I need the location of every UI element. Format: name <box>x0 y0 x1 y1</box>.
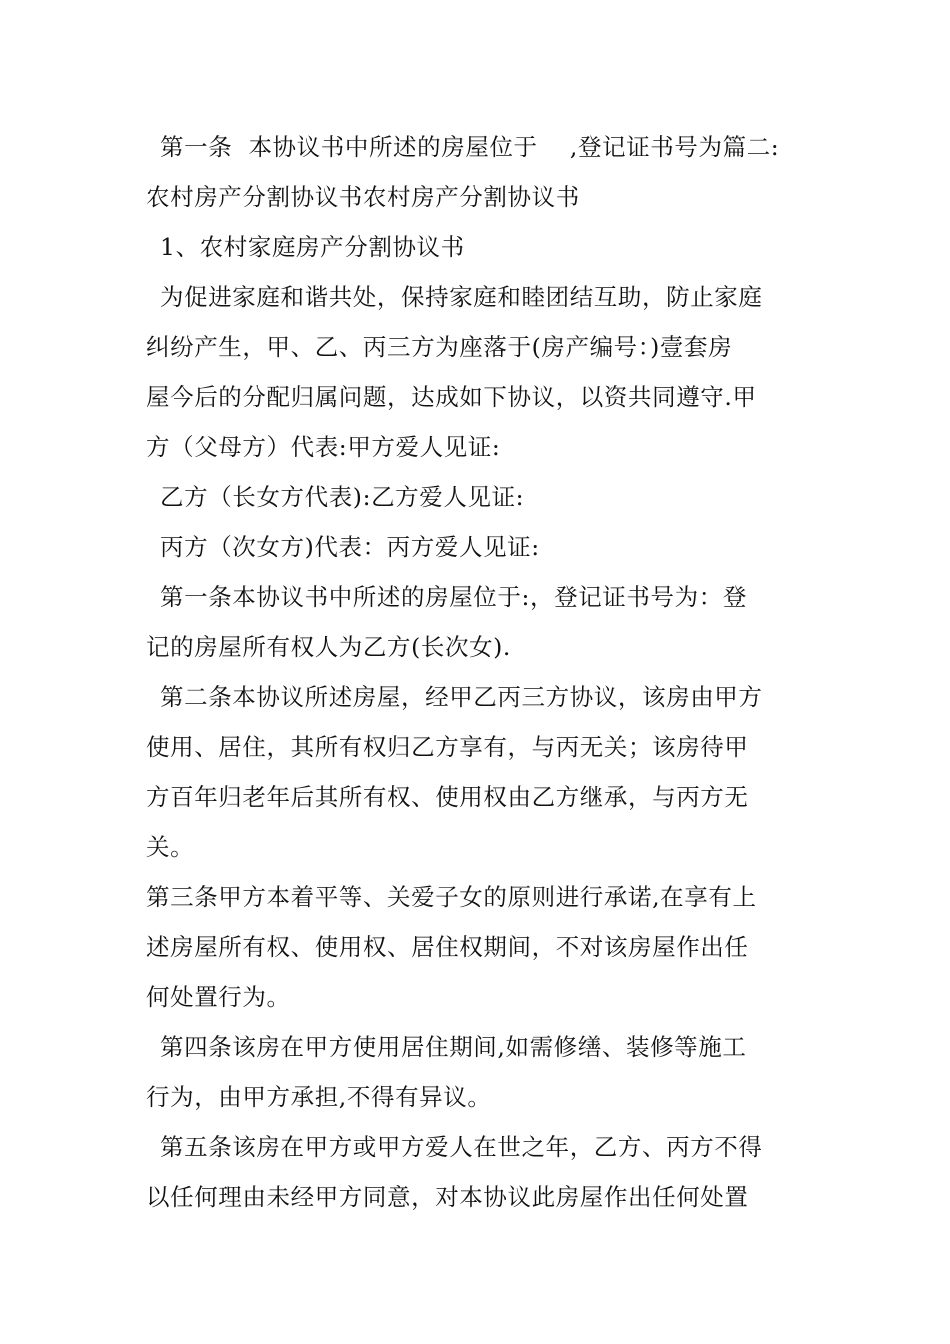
text-line: 何处置行为。 <box>146 983 291 1011</box>
text-line: 第三条甲方本着平等、关爱子女的原则进行承诺,在享有上 <box>146 883 757 911</box>
text-line: 1、农村家庭房产分割协议书 <box>160 233 465 261</box>
text-line: 行为，由甲方承担,不得有异议。 <box>146 1083 492 1111</box>
text-line: 关。 <box>146 833 195 861</box>
text-line: 丙方（次女方)代表：丙方爱人见证: <box>160 533 540 561</box>
text-line: 以任何理由未经甲方同意，对本协议此房屋作出任何处置 <box>146 1183 749 1211</box>
text-line: 使用、居住，其所有权归乙方享有，与丙无关；该房待甲 <box>146 733 749 761</box>
text-line: 记的房屋所有权人为乙方(长次女). <box>146 633 512 661</box>
text-line: 第四条该房在甲方使用居住期间,如需修缮、装修等施工 <box>160 1033 747 1061</box>
text-line: 方百年归老年后其所有权、使用权由乙方继承，与丙方无 <box>146 783 749 811</box>
text-line: 农村房产分割协议书农村房产分割协议书 <box>146 183 580 211</box>
text-line: 第五条该房在甲方或甲方爱人在世之年，乙方、丙方不得 <box>160 1133 763 1161</box>
text-line: 为促进家庭和谐共处，保持家庭和睦团结互助，防止家庭 <box>160 283 763 311</box>
text-line: 述房屋所有权、使用权、居住权期间，不对该房屋作出任 <box>146 933 749 961</box>
text-line: 第一条 本协议书中所述的房屋位于 ,登记证书号为篇二: <box>160 133 780 161</box>
text-line: 方（父母方）代表:甲方爱人见证: <box>146 433 501 461</box>
text-line: 乙方（长女方代表):乙方爱人见证: <box>160 483 525 511</box>
text-line: 屋今后的分配归属问题，达成如下协议，以资共同遵守.甲 <box>146 383 757 411</box>
document-body <box>146 122 816 1222</box>
text-line: 纠纷产生，甲、乙、丙三方为座落于(房产编号：)壹套房 <box>146 333 733 361</box>
text-line: 第二条本协议所述房屋，经甲乙丙三方协议，该房由甲方 <box>160 683 763 711</box>
text-line: 第一条本协议书中所述的房屋位于:，登记证书号为：登 <box>160 583 747 611</box>
